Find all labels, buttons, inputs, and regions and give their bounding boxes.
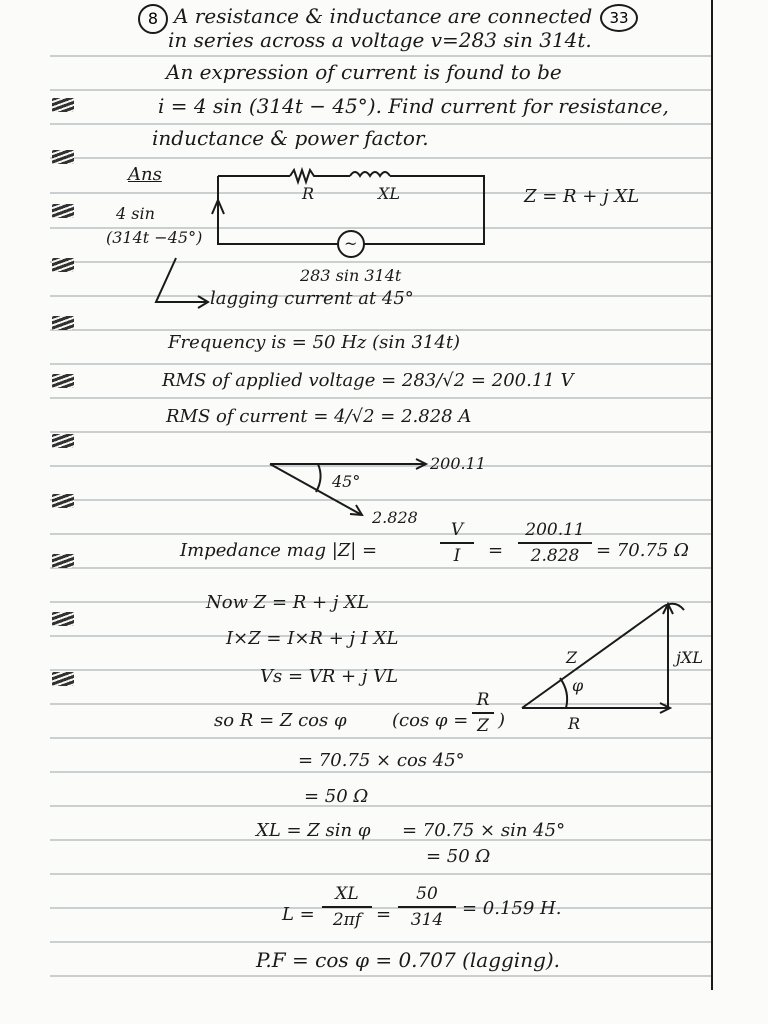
fraction-denominator: 314 — [410, 910, 444, 930]
fraction-denominator: 2.828 — [530, 546, 580, 566]
equals-sign: = — [488, 540, 504, 561]
question-number: 8 — [138, 4, 168, 34]
ixz-line: I×Z = I×R + j I XL — [226, 628, 399, 649]
fraction-denominator: 2πf — [332, 910, 362, 930]
resistor-label: R — [302, 184, 315, 203]
question-line-2: in series across a voltage v=283 sin 314t. — [168, 28, 592, 52]
source-label: 283 sin 314t — [300, 266, 402, 285]
fraction-denominator: I — [453, 546, 461, 566]
impedance-result: = 70.75 Ω — [596, 540, 689, 561]
equals-sign: = — [376, 904, 392, 925]
source-symbol: ~ — [344, 234, 358, 253]
fraction-numerator: 200.11 — [525, 520, 585, 540]
triangle-phi-label: φ — [572, 676, 584, 695]
impedance-formula: Z = R + j XL — [524, 186, 640, 207]
cos-hint-suffix: ) — [498, 710, 506, 731]
inductance-result: = 0.159 H. — [462, 898, 562, 919]
so-line: so R = Z cos φ — [214, 710, 347, 731]
rms-current-line: RMS of current = 4/√2 = 2.828 A — [166, 406, 472, 427]
fraction-numerator: V — [450, 520, 464, 540]
triangle-jxl-label: jXL — [676, 648, 703, 667]
page-number: 33 — [600, 4, 638, 32]
inductance-fraction-2 — [398, 884, 456, 930]
xl-calc-line: = 70.75 × sin 45° — [402, 820, 566, 841]
question-line-1: A resistance & inductance are connected — [174, 4, 593, 28]
xl-line: XL = Z sin φ — [256, 820, 371, 841]
phasor-voltage-label: 200.11 — [430, 454, 486, 473]
inductor-label: XL — [378, 184, 401, 203]
power-factor-line: P.F = cos φ = 0.707 (lagging). — [256, 948, 561, 972]
lagging-note: lagging current at 45° — [210, 288, 414, 309]
fraction-numerator: 50 — [416, 884, 438, 904]
inductance-fraction-1 — [322, 884, 372, 930]
triangle-z-label: Z — [566, 648, 578, 667]
fraction-bar — [322, 906, 372, 908]
r-calc-line: = 70.75 × cos 45° — [298, 750, 465, 771]
r-result-line: = 50 Ω — [304, 786, 369, 807]
ans-label: Ans — [128, 164, 162, 185]
xl-result-line: = 50 Ω — [426, 846, 491, 867]
question-line-4: i = 4 sin (314t − 45°). Find current for resistance, — [158, 94, 669, 118]
frequency-line: Frequency is = 50 Hz (sin 314t) — [168, 332, 461, 353]
fraction-denominator: Z — [477, 716, 489, 736]
vs-line: Vs = VR + j VL — [260, 666, 399, 687]
cos-hint-prefix: (cos φ = — [392, 710, 469, 731]
now-line: Now Z = R + j XL — [206, 592, 369, 613]
question-line-5: inductance & power factor. — [152, 126, 429, 150]
question-line-3: An expression of current is found to be — [166, 60, 562, 84]
fraction-numerator: XL — [335, 884, 359, 904]
triangle-r-label: R — [568, 714, 581, 733]
inductance-prefix: L = — [282, 904, 315, 925]
fraction-numerator: R — [476, 690, 490, 710]
fraction-bar — [398, 906, 456, 908]
phasor-angle-label: 45° — [332, 472, 361, 491]
current-label-2: (314t −45°) — [106, 228, 203, 247]
impedance-mag-label: Impedance mag |Z| = — [180, 540, 378, 561]
current-label-1: 4 sin — [116, 204, 155, 223]
rms-voltage-line: RMS of applied voltage = 283/√2 = 200.11 V — [162, 370, 574, 391]
phasor-current-label: 2.828 — [372, 508, 418, 527]
